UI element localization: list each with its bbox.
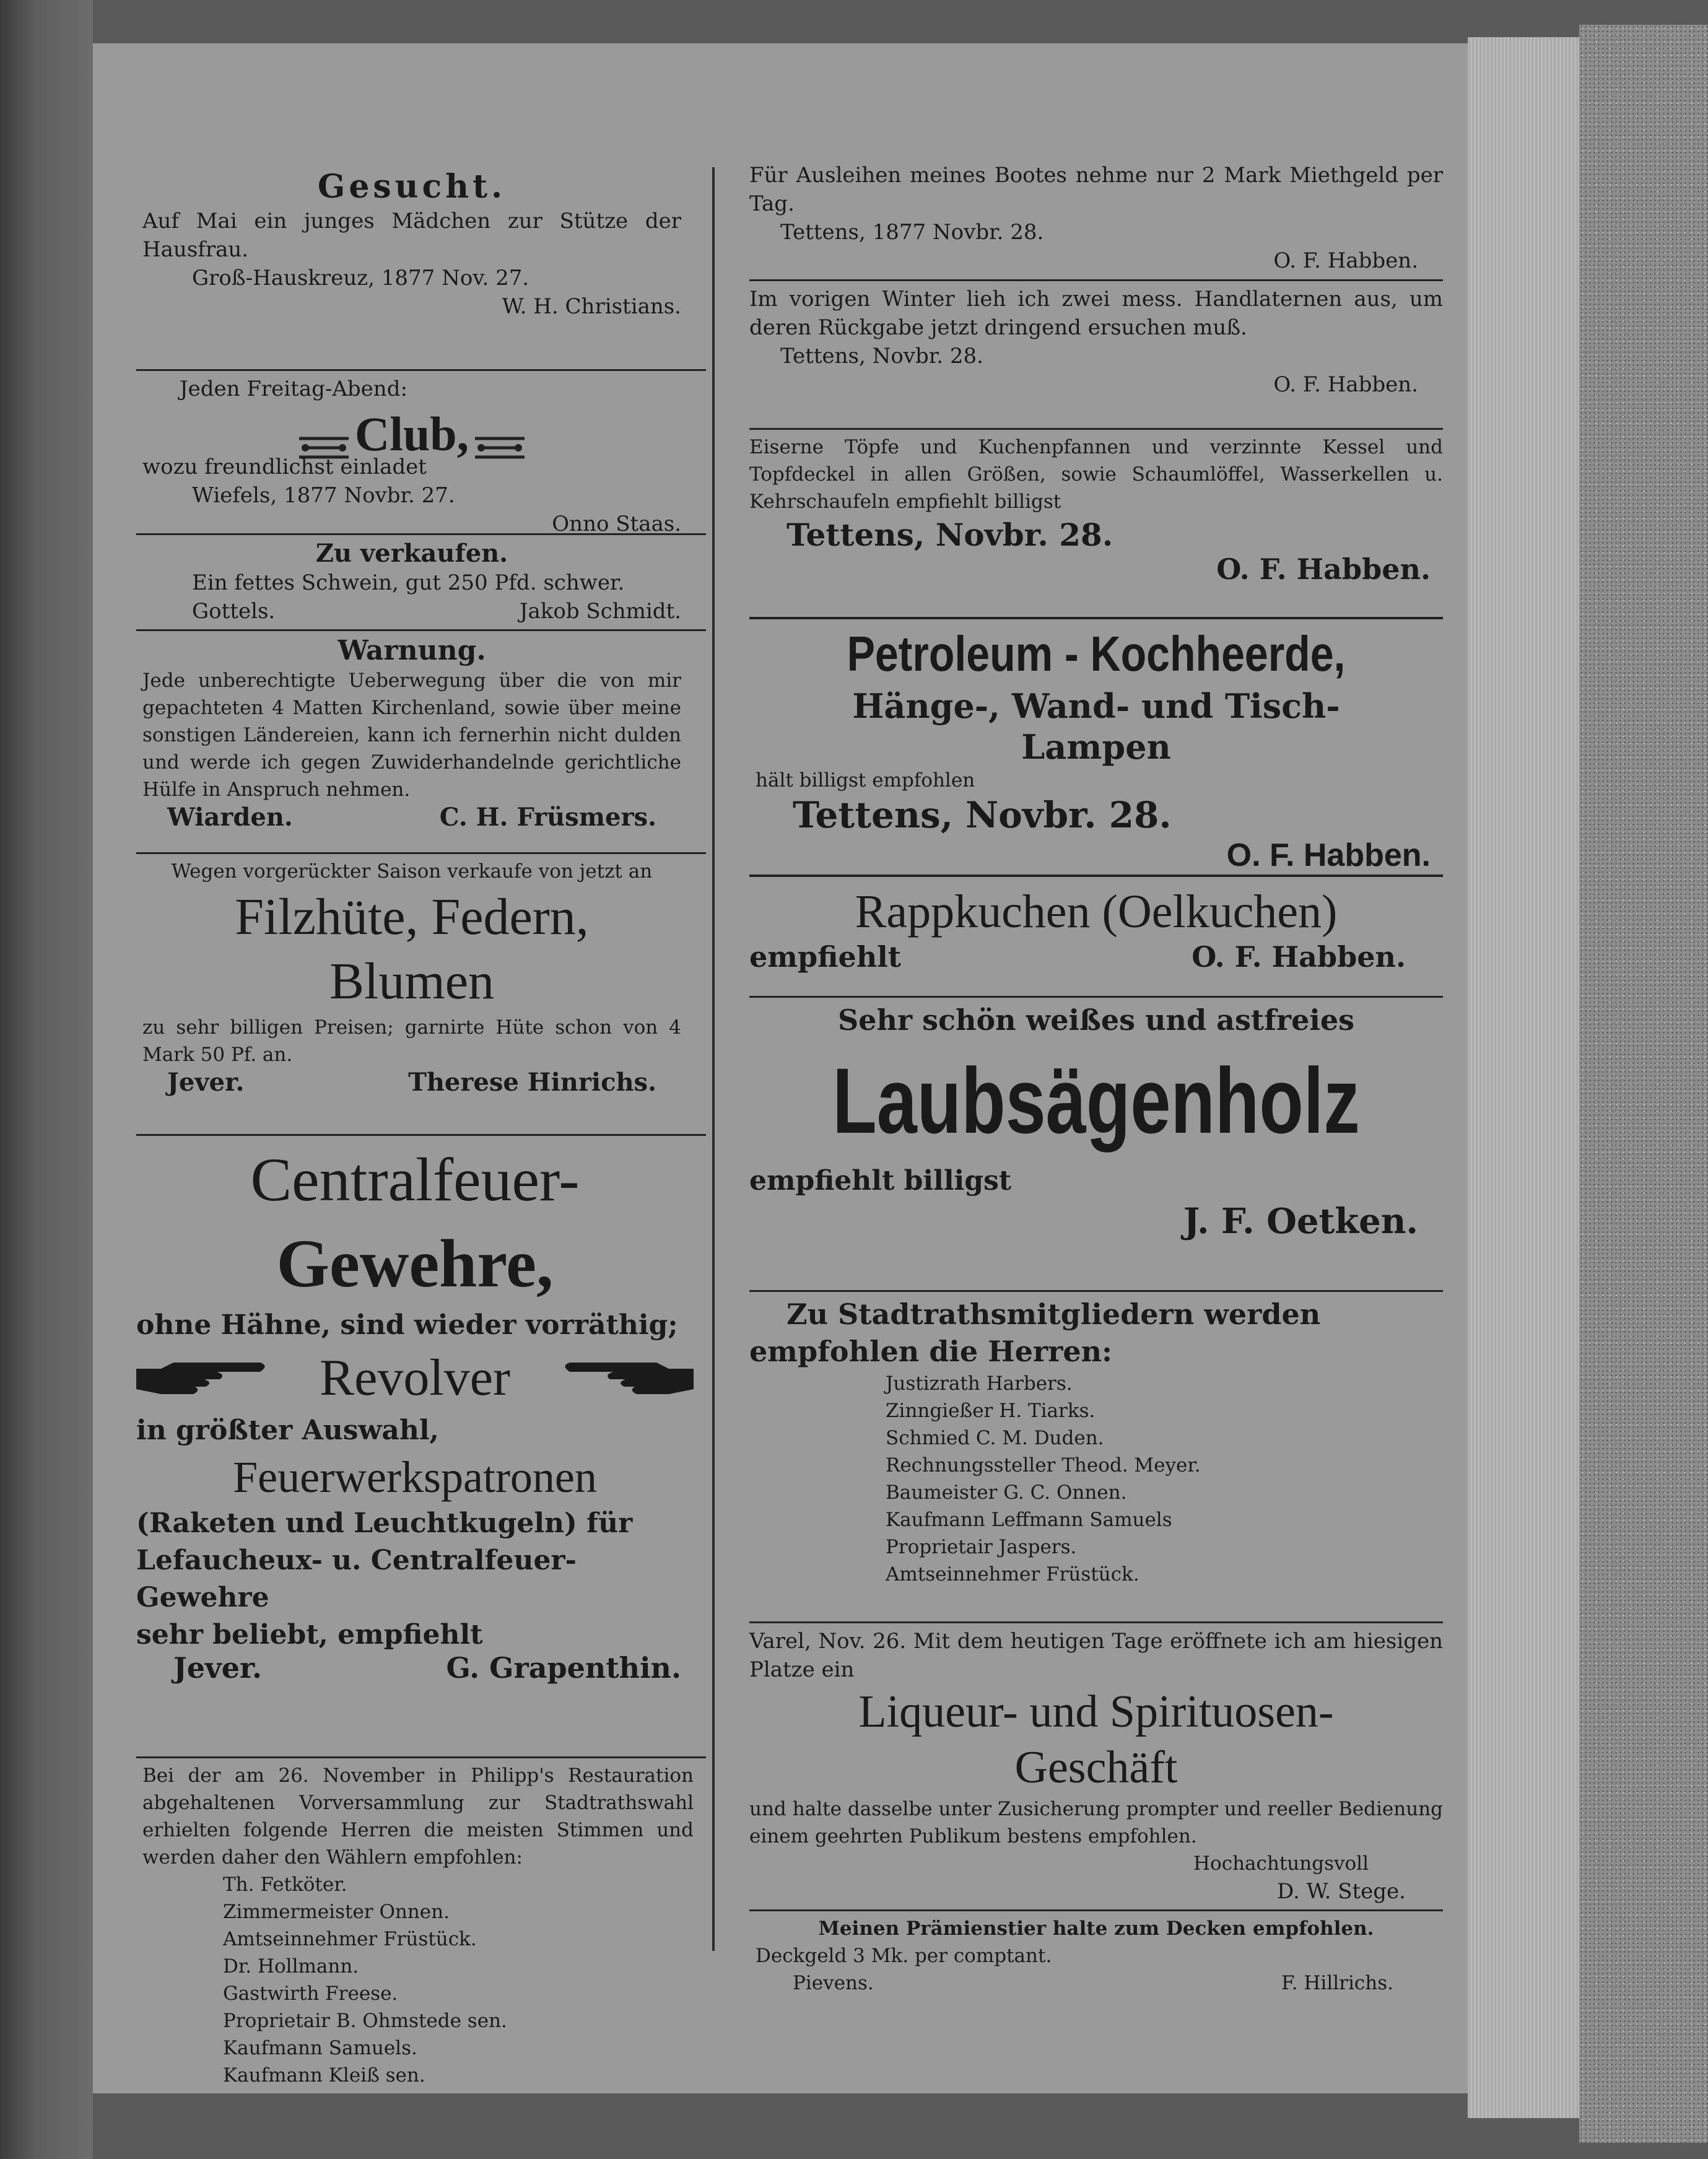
ad-body: Eiserne Töpfe und Kuchenpfannen und verzinnte Kessel und Topfdeckel in allen Größen, sowie Schaumlöffel, Wasserkellen u. Kehrschaufeln empfiehlt billigst xyxy=(749,436,1443,513)
ad-signature: F. Hillrichs. xyxy=(1281,1972,1393,1994)
divider xyxy=(136,852,706,854)
ad-sign-row xyxy=(749,1969,1443,1997)
ad-place: Wiarden. xyxy=(167,803,293,832)
ad-line: empfiehlt xyxy=(749,940,901,974)
list-item: Zinngießer H. Tiarks. xyxy=(886,1400,1096,1422)
ad-line: Meinen Prämienstier halte zum Decken empfohlen. xyxy=(818,1917,1374,1940)
list-item: Proprietair Jaspers. xyxy=(886,1536,1077,1558)
ad-club xyxy=(93,375,706,536)
divider xyxy=(749,1909,1443,1911)
ad-body: Auf Mai ein junges Mädchen zur Stütze der Hausfrau. xyxy=(142,209,681,262)
ad-line: Lampen xyxy=(1021,727,1171,767)
ad-line: Sehr schön weißes und astfreies xyxy=(837,1003,1355,1037)
ad-place-date: Tettens, 1877 Novbr. 28. xyxy=(780,220,1044,245)
ad-sign-row xyxy=(749,940,1443,974)
ad-signature: O. F. Habben. xyxy=(1273,372,1418,397)
ad-signature: Jakob Schmidt. xyxy=(519,599,681,624)
ad-signature: O. F. Habben. xyxy=(1192,940,1406,974)
ad-signature: O. F. Habben. xyxy=(1273,248,1418,273)
ad-sign-row xyxy=(136,1651,694,1685)
ad-body: Ein fettes Schwein, gut 250 Pfd. schwer. xyxy=(192,570,625,595)
ad-title-1: Centralfeuer- xyxy=(250,1145,580,1214)
ad-sign-row xyxy=(142,803,681,832)
club-title: Club, xyxy=(354,407,469,461)
ad-signature: G. Grapenthin. xyxy=(446,1651,681,1685)
divider xyxy=(136,629,706,631)
ad-line: (Raketen und Leuchtkugeln) für xyxy=(136,1507,633,1539)
ad-place-date: Tettens, Novbr. 28. xyxy=(786,517,1113,553)
scan-background xyxy=(0,0,93,2159)
ad-signature: C. H. Früsmers. xyxy=(439,803,656,832)
divider xyxy=(749,279,1443,281)
ad-place: Gottels. xyxy=(192,599,276,624)
ad-place: Jever. xyxy=(167,1068,245,1097)
ad-sign-row xyxy=(142,597,681,626)
ad-petroleum xyxy=(749,623,1443,871)
ad-laubsaege xyxy=(749,1001,1443,1286)
ad-body: Jede unberechtigte Ueberwegung über die von mir gepachteten 4 Matten Kirchenland, sowie über meine sonstigen Ländereien, kann ich fernerhin nicht dulden und werde ich gegen Zuwiderhandelnde gerichtliche Hülfe in Anspruch nehmen. xyxy=(142,670,681,801)
ad-line: in größter Auswahl, xyxy=(136,1415,439,1446)
ad-line: ohne Hähne, sind wieder vorräthig; xyxy=(136,1309,678,1341)
candidate-list xyxy=(749,1370,1443,1588)
ad-filzhuete xyxy=(93,858,706,1130)
ad-body: zu sehr billigen Preisen; garnirte Hüte schon von 4 Mark 50 Pf. an. xyxy=(142,1016,681,1066)
ad-praemienstier xyxy=(749,1915,1443,1997)
ad-title: Gesucht. xyxy=(317,168,507,206)
ad-verkaufen xyxy=(93,539,706,626)
ad-stadtrath xyxy=(749,1296,1443,1618)
ad-closing: Hochachtungsvoll xyxy=(1193,1852,1369,1875)
ad-title-2: Geschäft xyxy=(1014,1742,1178,1793)
list-item: Amtseinnehmer Früstück. xyxy=(886,1563,1139,1585)
ad-line: Hänge-, Wand- und Tisch- xyxy=(852,686,1340,726)
ad-wahl xyxy=(93,1762,706,2089)
ad-liqueur xyxy=(749,1627,1443,1906)
ad-body: und halte dasselbe unter Zusicherung prompter und reeller Bedienung einem geehrten Publikum bestens empfohlen. xyxy=(749,1798,1443,1847)
ad-line: Lefaucheux- u. Centralfeuer-Gewehre xyxy=(136,1545,577,1613)
ad-title-3: Feuerwerkspatronen xyxy=(233,1452,597,1502)
ad-boot xyxy=(749,161,1443,276)
ad-place-date: Groß-Hauskreuz, 1877 Nov. 27. xyxy=(192,266,529,290)
divider xyxy=(136,1134,706,1136)
ad-line: wozu freundlichst einladet xyxy=(142,455,427,479)
list-item: Justizrath Harbers. xyxy=(886,1372,1073,1395)
ad-line: Jeden Freitag-Abend: xyxy=(180,377,407,401)
list-item: Dr. Hollmann. xyxy=(223,1955,359,1978)
divider xyxy=(749,1621,1443,1623)
ad-signature: J. F. Oetken. xyxy=(1183,1201,1418,1242)
ad-title: Zu verkaufen. xyxy=(315,539,508,568)
ad-title-1: Liqueur- und Spirituosen- xyxy=(858,1686,1334,1737)
list-item: Rechnungssteller Theod. Meyer. xyxy=(886,1454,1201,1476)
ad-place-date: Wiefels, 1877 Novbr. 27. xyxy=(192,483,455,508)
ad-place: Pievens. xyxy=(793,1972,874,1994)
list-item: Schmied C. M. Duden. xyxy=(886,1427,1104,1449)
revolver-title: Revolver xyxy=(320,1349,510,1407)
page-edges xyxy=(1468,37,1579,2118)
pointing-hand-right-icon xyxy=(136,1359,272,1397)
book-cover xyxy=(1579,25,1708,2143)
ad-signature: O. F. Habben. xyxy=(1226,837,1431,873)
ad-body: Bei der am 26. November in Philipp's Restauration abgehaltenen Vorversammlung zur Stadtrathswahl erhielten folgende Herren die meisten Stimmen und werden daher den Wählern empfohlen: xyxy=(142,1764,694,1869)
ad-line: Deckgeld 3 Mk. per comptant. xyxy=(756,1945,1052,1967)
ad-signature: D. W. Stege. xyxy=(1276,1879,1406,1904)
ad-line: sehr beliebt, empfiehlt xyxy=(136,1619,483,1651)
ad-signature: O. F. Habben. xyxy=(1216,552,1431,586)
list-item: Gastwirth Freese. xyxy=(223,1982,398,2005)
ad-title-2: Gewehre, xyxy=(276,1226,554,1301)
list-item: Zimmermeister Onnen. xyxy=(223,1901,450,1923)
ad-title-1: Filzhüte, Federn, xyxy=(235,888,589,946)
ornament-right-icon xyxy=(472,432,528,463)
divider xyxy=(749,428,1443,430)
ad-body: Für Ausleihen meines Bootes nehme nur 2 Mark Miethgeld per Tag. xyxy=(749,163,1443,216)
ad-body: Im vorigen Winter lieh ich zwei mess. Handlaternen aus, um deren Rückgabe jetzt dringend ersuchen muß. xyxy=(749,287,1443,340)
ad-sign-row xyxy=(142,1068,681,1097)
ad-gewehre xyxy=(93,1140,706,1753)
right-column xyxy=(749,161,1443,1997)
ad-title: Rappkuchen (Oelkuchen) xyxy=(855,886,1338,938)
ad-line: empfiehlt billigst xyxy=(749,1165,1012,1197)
ad-place-date: Tettens, Novbr. 28. xyxy=(780,344,983,369)
divider xyxy=(749,1290,1443,1292)
ad-signature: Therese Hinrichs. xyxy=(408,1068,656,1097)
list-item: Amtseinnehmer Früstück. xyxy=(223,1928,477,1950)
ad-intro: Wegen vorgerückter Saison verkaufe von jetzt an xyxy=(171,860,653,883)
divider xyxy=(749,875,1443,877)
ad-body-row xyxy=(142,569,681,597)
pointing-hand-left-icon xyxy=(557,1359,694,1397)
ad-title-1: Zu Stadtrathsmitgliedern werden xyxy=(786,1298,1321,1331)
ad-title: Petroleum - Kochheerde, xyxy=(847,626,1346,681)
ad-place-date: Tettens, Novbr. 28. xyxy=(793,794,1172,836)
list-item: Kaufmann Samuels. xyxy=(223,2037,417,2059)
ad-warnung xyxy=(93,635,706,848)
ad-line: hält billigst empfohlen xyxy=(756,769,975,792)
ad-signature: Onno Staas. xyxy=(552,512,681,536)
divider xyxy=(749,617,1443,619)
ad-title-2: empfohlen die Herren: xyxy=(749,1335,1113,1368)
list-item: Th. Fetköter. xyxy=(223,1873,347,1896)
club-title-row xyxy=(142,403,681,461)
column-rule xyxy=(712,167,715,1951)
list-item: Kaufmann Leffmann Samuels xyxy=(886,1509,1172,1531)
list-item: Kaufmann Kleiß sen. xyxy=(223,2064,425,2087)
ad-title: Warnung. xyxy=(338,635,486,666)
divider xyxy=(136,1756,706,1758)
ad-laternen xyxy=(749,285,1443,424)
newspaper-page xyxy=(93,43,1468,2093)
ad-rappkuchen xyxy=(749,881,1443,992)
list-item: Baumeister G. C. Onnen. xyxy=(886,1481,1127,1504)
candidate-list xyxy=(142,1871,694,2089)
ad-signature: W. H. Christians. xyxy=(502,294,681,319)
ad-gesucht xyxy=(93,167,706,365)
revolver-row xyxy=(136,1344,694,1412)
ad-title: Laubsägenholz xyxy=(832,1049,1360,1153)
divider xyxy=(136,369,706,371)
ad-toepfe xyxy=(749,434,1443,613)
list-item: Proprietair B. Ohmstede sen. xyxy=(223,2010,507,2032)
ad-line: Varel, Nov. 26. Mit dem heutigen Tage eröffnete ich am hiesigen Platze ein xyxy=(749,1629,1443,1682)
ad-place: Jever. xyxy=(173,1651,263,1685)
ad-title-2: Blumen xyxy=(329,953,494,1010)
divider xyxy=(749,996,1443,998)
